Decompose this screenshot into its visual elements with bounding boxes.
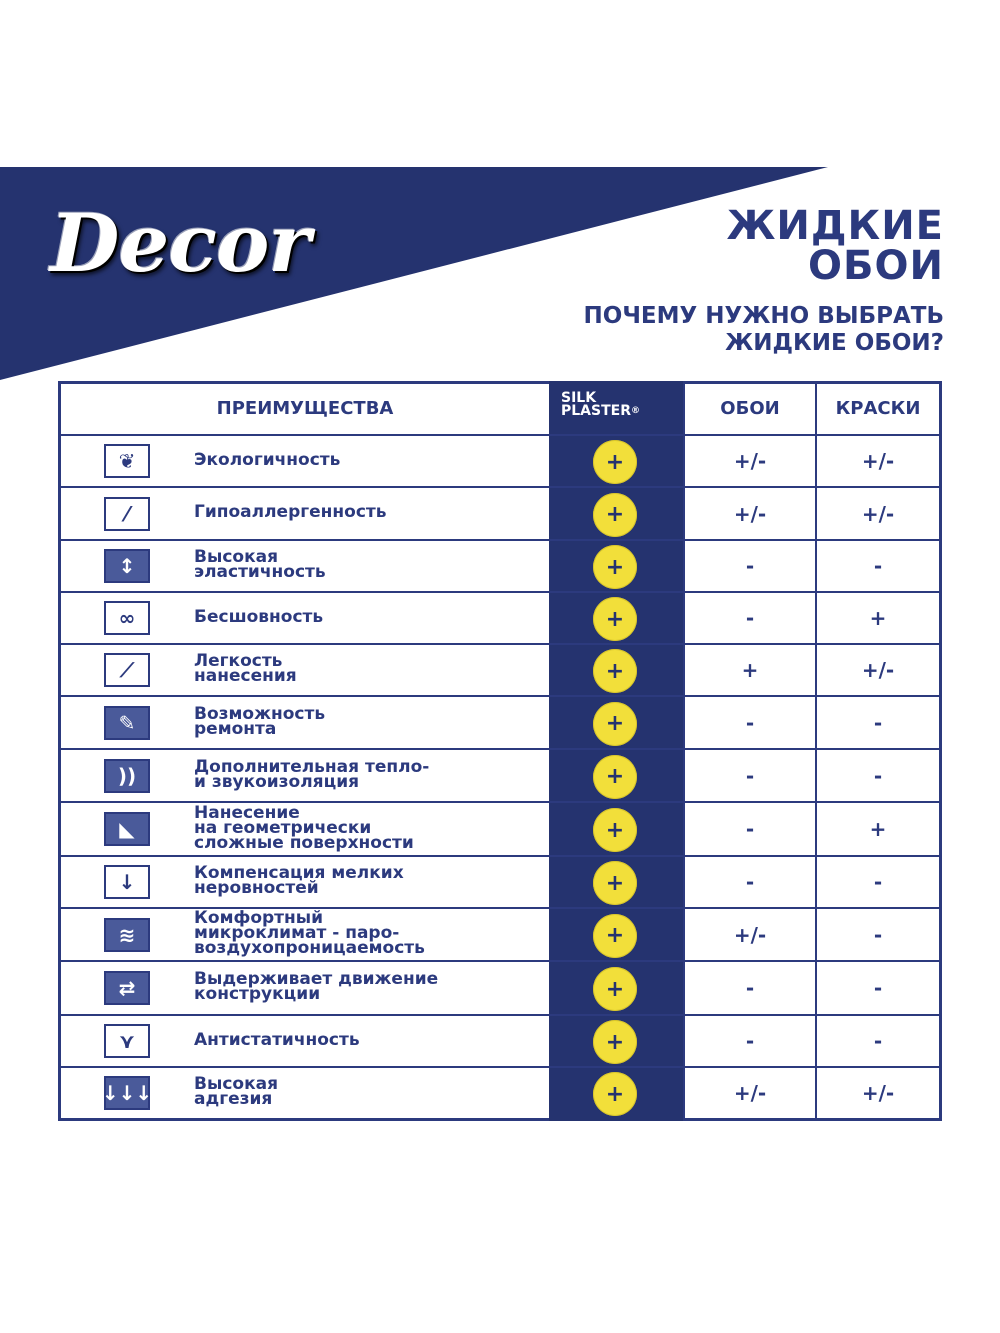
corner-trowel-icon: ◣ xyxy=(104,812,150,846)
oboi-value: +/- xyxy=(733,501,767,526)
vapor-icon: ≋ xyxy=(104,918,150,952)
table-row xyxy=(61,857,939,909)
benefit-label: Антистатичность xyxy=(194,1029,360,1050)
title-line-2: ОБОИ xyxy=(808,243,944,289)
benefit-label: Комфортный микроклимат - паро- воздухопроницаемость xyxy=(194,908,425,958)
kraski-value: - xyxy=(873,976,883,1000)
benefit-label: Высокая адгезия xyxy=(194,1074,279,1109)
table-row xyxy=(61,593,939,645)
oboi-value: - xyxy=(745,976,755,1000)
table-row xyxy=(61,697,939,750)
benefit-label: Экологичность xyxy=(194,449,341,470)
kraski-value: +/- xyxy=(861,449,895,473)
table-row xyxy=(61,803,939,857)
kraski-value: - xyxy=(873,1029,883,1053)
level-surface-icon: ↓ xyxy=(104,865,150,899)
kraski-value: + xyxy=(869,606,887,630)
oboi-value: +/- xyxy=(733,449,767,473)
subtitle-line-1: ПОЧЕМУ НУЖНО ВЫБРАТЬ xyxy=(583,303,944,329)
silk-plus-badge: + xyxy=(593,597,637,641)
benefit-label: Компенсация мелких неровностей xyxy=(194,863,404,898)
silk-plus-badge: + xyxy=(593,493,637,537)
header-oboi: ОБОИ xyxy=(720,398,780,419)
antistatic-icon: ⋎ xyxy=(104,1024,150,1058)
benefit-label: Нанесение на геометрически сложные поверхности xyxy=(194,802,414,853)
oboi-value: - xyxy=(745,710,755,735)
header-benefits: ПРЕИМУЩЕСТВА xyxy=(216,398,394,419)
silk-plus-badge: + xyxy=(593,1020,637,1064)
oboi-value: - xyxy=(745,606,755,630)
comparison-table xyxy=(58,381,942,1121)
kraski-value: +/- xyxy=(861,1081,895,1105)
oboi-value: +/- xyxy=(733,1081,767,1105)
feather-icon: ⁄ xyxy=(104,497,150,531)
silk-plus-badge: + xyxy=(593,755,637,799)
table-row xyxy=(61,909,939,962)
silk-plus-badge: + xyxy=(593,440,637,484)
subtitle-line-2: ЖИДКИЕ ОБОИ? xyxy=(725,330,944,356)
kraski-value: - xyxy=(873,870,883,894)
table-row xyxy=(61,750,939,803)
stretch-icon: ↕ xyxy=(104,549,150,583)
kraski-value: +/- xyxy=(861,658,895,682)
oboi-value: - xyxy=(745,554,755,578)
sound-wave-icon: )) xyxy=(104,759,150,793)
benefit-label: Выдерживает движение конструкции xyxy=(194,969,439,1004)
kraski-value: - xyxy=(873,554,883,578)
leaf-icon: ❦ xyxy=(104,444,150,478)
kraski-value: +/- xyxy=(861,501,895,526)
benefit-label: Гипоаллергенность xyxy=(194,502,387,522)
movement-arrows-icon: ⇄ xyxy=(104,971,150,1005)
benefit-label: Бесшовность xyxy=(194,606,324,627)
silk-plus-badge: + xyxy=(593,545,637,589)
table-row xyxy=(61,488,939,541)
silk-plus-badge: + xyxy=(593,861,637,905)
oboi-value: - xyxy=(745,1029,755,1053)
oboi-value: - xyxy=(745,763,755,788)
adhesion-arrows-icon: ↓↓↓ xyxy=(104,1076,150,1110)
silk-plus-badge: + xyxy=(593,808,637,852)
silk-plus-badge: + xyxy=(593,914,637,958)
trowel-icon: ⟋ xyxy=(104,653,150,687)
page-subtitle xyxy=(584,303,944,357)
oboi-value: - xyxy=(745,870,755,894)
table-row xyxy=(61,436,939,488)
silk-plus-badge: + xyxy=(593,1072,637,1116)
header-kraski: КРАСКИ xyxy=(835,398,921,419)
page-title xyxy=(726,203,944,289)
benefit-label: Возможность ремонта xyxy=(194,703,326,739)
table-row xyxy=(61,1016,939,1068)
table-row xyxy=(61,645,939,697)
table-row xyxy=(61,1068,939,1120)
kraski-value: - xyxy=(873,922,883,947)
header-silk-plaster xyxy=(561,392,681,418)
kraski-value: - xyxy=(873,710,883,735)
registered-mark: ® xyxy=(631,406,640,416)
kraski-value: - xyxy=(873,763,883,788)
header-silk-line-1: SILK xyxy=(561,390,597,406)
header-silk-line-2: PLASTER xyxy=(561,403,631,419)
silk-plus-badge: + xyxy=(593,967,637,1011)
benefit-label: Дополнительная тепло- и звукоизоляция xyxy=(194,756,430,792)
benefit-label: Высокая эластичность xyxy=(194,547,326,582)
infinity-icon: ∞ xyxy=(104,601,150,635)
oboi-value: + xyxy=(741,658,759,682)
table-row xyxy=(61,541,939,593)
table-header-row xyxy=(61,384,939,436)
kraski-value: + xyxy=(869,817,887,841)
table-row xyxy=(61,962,939,1016)
brand-logo: Decor xyxy=(50,196,310,290)
oboi-value: +/- xyxy=(733,922,767,947)
title-line-1: ЖИДКИЕ xyxy=(726,203,944,249)
benefit-label: Легкость нанесения xyxy=(194,651,297,686)
silk-plus-badge: + xyxy=(593,649,637,693)
repair-icon: ✎ xyxy=(104,706,150,740)
silk-plus-badge: + xyxy=(593,702,637,746)
oboi-value: - xyxy=(745,817,755,841)
